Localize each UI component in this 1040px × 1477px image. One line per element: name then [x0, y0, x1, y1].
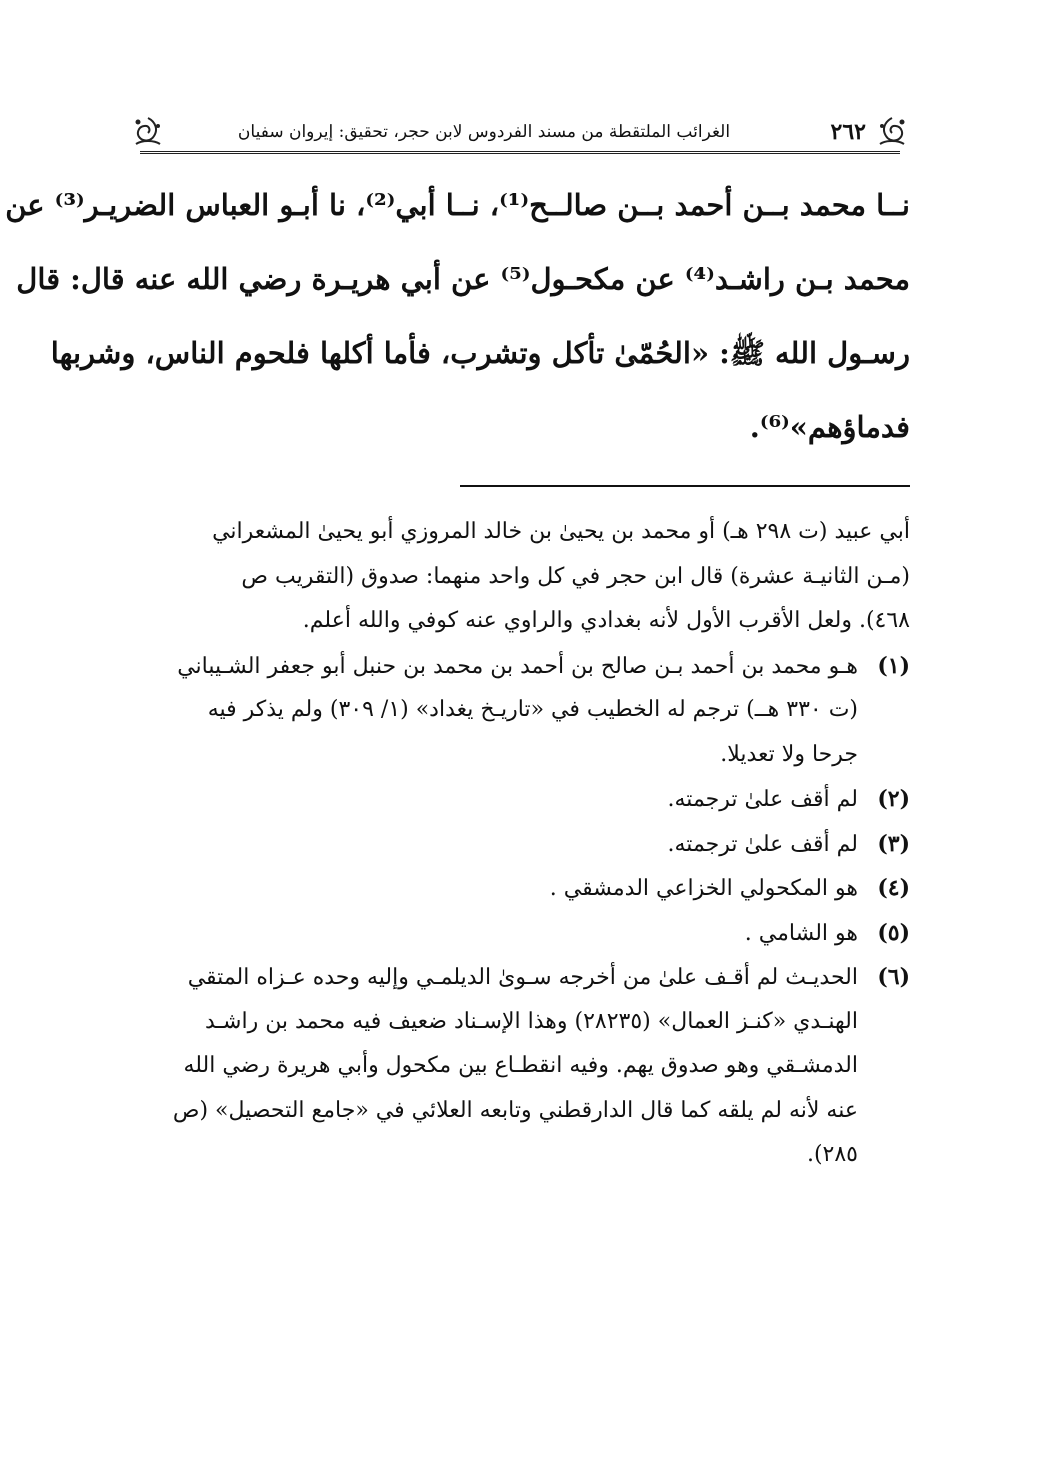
footnote-text: الحديـث لم أقـف علىٰ من أخرجه سـوىٰ الديلمـي وإليه وحده عـزاه المتقي	[187, 965, 858, 990]
footnote-continuation-line: أبي عبيد (ت ٢٩٨ هـ) أو محمد بن يحيىٰ بن خالد المروزي أبو يحيىٰ المشعراني	[212, 519, 910, 544]
page-number: ٢٦٢	[830, 119, 866, 145]
footnote-line: ٢٨٥).	[806, 1142, 858, 1167]
footnote-separator	[460, 485, 910, 487]
page-header	[130, 112, 910, 156]
footnote-number: (١)	[877, 652, 910, 679]
footnote-line: جرحا ولا تعديلا.	[720, 741, 858, 767]
hadith-text	[5, 168, 910, 464]
footnote-2	[130, 777, 910, 822]
footnote-continuation-line: ٤٦٨). ولعل الأقرب الأول لأنه بغدادي والراوي عنه كوفي والله أعلم.	[302, 608, 910, 633]
footnote-line: (ت ٣٣٠ هــ) ترجم له الخطيب في «تاريـخ يغداد» (١/ ٣٠٩) ولم يذكر فيه	[207, 697, 858, 722]
footnote-text: لم أقف علىٰ ترجمته.	[667, 831, 858, 857]
footnote-5	[130, 911, 910, 956]
header-rule	[140, 151, 900, 154]
footnote-text: هـو محمد بن أحمد بـن صالح بن أحمد بن محمد بن حنبل أبو جعفر الشـيباني	[177, 653, 858, 679]
footnote-text: هو المكحولي الخزاعي الدمشقي .	[549, 876, 858, 901]
hadith-line: نــا محمد بــن أحمد بــن صالــح⁽¹⁾، نــا أبي⁽²⁾، نا أبـو العباس الضريـر⁽³⁾ عن	[5, 188, 910, 222]
footnote-6	[130, 955, 910, 1000]
footnote-line: الدمشـقي وهو صدوق يهم. وفيه انقطـاع بين مكحول وأبي هريرة رضي الله	[183, 1053, 858, 1078]
footnote-text: لم أقف علىٰ ترجمته.	[667, 787, 858, 812]
footnote-number: (٤)	[877, 875, 910, 901]
footnote-3	[130, 822, 910, 867]
footnotes	[130, 510, 910, 1178]
footnote-1	[130, 644, 910, 689]
footnote-number: (٦)	[877, 964, 910, 990]
hadith-line: محمد بـن راشـد⁽⁴⁾ عن مكحـول⁽⁵⁾ عن أبي هريـرة رضي الله عنه قال: قال	[16, 262, 910, 296]
footnote-continuation-line: (مـن الثانيـة عشرة) قال ابن حجر في كل واحد منهما: صدوق (التقريب ص	[241, 563, 910, 589]
ornament-left-icon	[130, 114, 166, 150]
footnote-number: (٣)	[877, 830, 910, 857]
ornament-right-icon	[874, 114, 910, 150]
hadith-line: رسـول الله ﷺ: «الحُمّىٰ تأكل وتشرب، فأما أكلها فلحوم الناس، وشربها	[50, 336, 910, 370]
footnote-number: (٢)	[877, 786, 910, 812]
footnote-line: الهنـدي «كنـز العمال» (٢٨٢٣٥) وهذا الإسـناد ضعيف فيه محمد بن راشـد	[205, 1008, 858, 1034]
footnote-line: عنه لأنه لم يلقه كما قال الدارقطني وتابعه العلائي في «جامع التحصيل» (ص	[172, 1097, 858, 1123]
running-title: الغرائب الملتقطة من مسند الفردوس لابن حجر، تحقيق: إيروان سفيان	[237, 122, 731, 142]
footnote-text: هو الشامي .	[744, 920, 858, 946]
hadith-line: فدماؤهم»⁽⁶⁾.	[749, 410, 910, 444]
footnote-4	[130, 866, 910, 911]
footnote-number: (٥)	[877, 919, 910, 946]
